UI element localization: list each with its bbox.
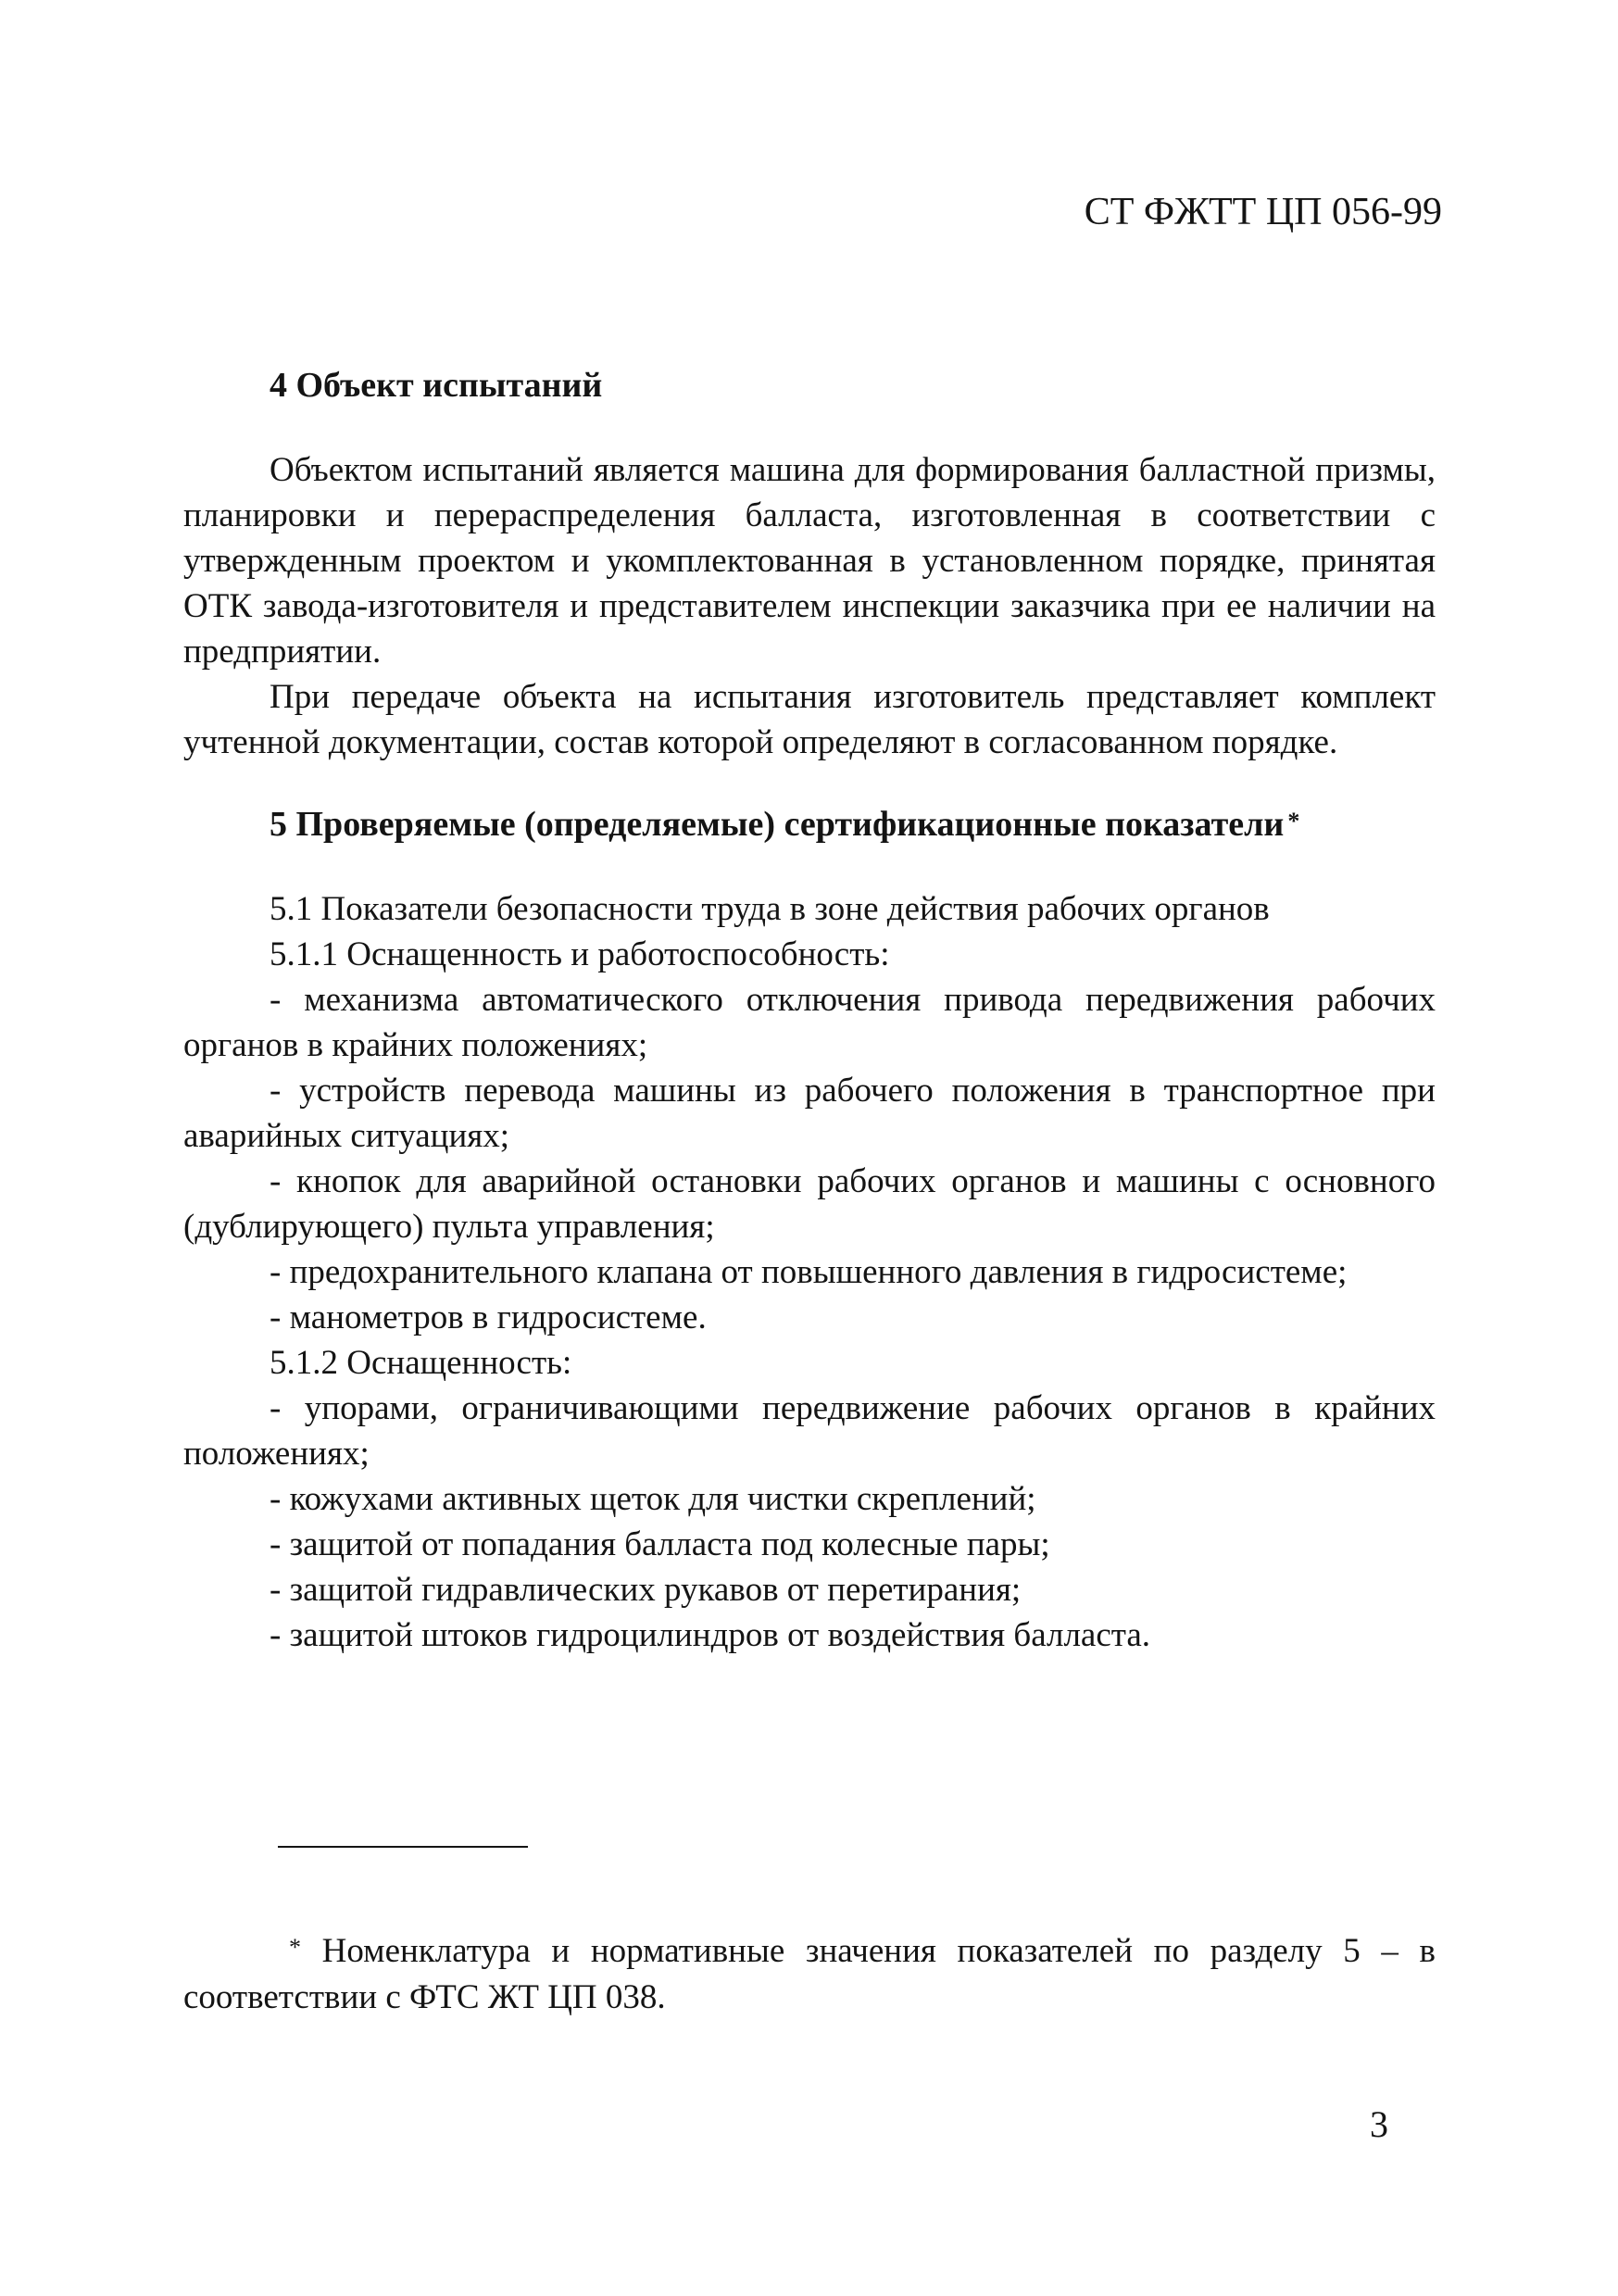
section-5-heading xyxy=(183,802,1436,847)
list-item: - устройств перевода машины из рабочего положения в транспортное при аварийных ситуациях; xyxy=(183,1072,1436,1155)
list-item: - защитой от попадания балласта под колесные пары; xyxy=(270,1525,1050,1563)
section-4-heading: 4 Объект испытаний xyxy=(270,366,603,405)
document-code: СТ ФЖТТ ЦП 056-99 xyxy=(1084,191,1442,233)
footnote-separator xyxy=(278,1846,528,1848)
subsection-5-1-1: 5.1.1 Оснащенность и работоспособность: xyxy=(270,935,890,973)
list-item: - механизма автоматического отключения привода передвижения рабочих органов в крайних положениях; xyxy=(183,981,1436,1064)
list-item: - предохранительного клапана от повышенного давления в гидросистеме; xyxy=(270,1253,1348,1291)
page-content xyxy=(183,363,1436,1658)
footnote-text: Номенклатура и нормативные значения показателей по разделу 5 – в соответствии с ФТС ЖТ ЦП 038. xyxy=(183,1932,1436,2016)
list-item: - манометров в гидросистеме. xyxy=(270,1299,707,1336)
footnote xyxy=(183,1928,1436,2021)
list-item: - защитой штоков гидроцилиндров от воздействия балласта. xyxy=(270,1616,1151,1654)
section-4-paragraph-1: Объектом испытаний является машина для формирования балластной призмы, планировки и перераспределения балласта, изготовленная в соответствии с утвержденным проектом и укомплектованная в установленном порядке, принятая ОТК завода-изготовителя и представителем инспекции заказчика при ее наличии на предприятии. xyxy=(183,451,1436,671)
page-number: 3 xyxy=(1370,2103,1388,2145)
subsection-5-1: 5.1 Показатели безопасности труда в зоне действия рабочих органов xyxy=(270,890,1270,928)
list-item: - кожухами активных щеток для чистки скреплений; xyxy=(270,1480,1036,1518)
subsection-5-1-2: 5.1.2 Оснащенность: xyxy=(270,1344,572,1382)
section-4-paragraph-2: При передаче объекта на испытания изготовитель представляет комплект учтенной документации, состав которой определяют в согласованном порядке. xyxy=(183,678,1436,761)
footnote-reference-mark: * xyxy=(1287,808,1300,834)
footnote-mark: * xyxy=(289,1934,301,1961)
list-item: - защитой гидравлических рукавов от перетирания; xyxy=(270,1571,1022,1609)
section-5-heading-text: 5 Проверяемые (определяемые) сертификационные показатели xyxy=(270,805,1285,844)
list-item: - упорами, ограничивающими передвижение рабочих органов в крайних положениях; xyxy=(183,1389,1436,1473)
list-item: - кнопок для аварийной остановки рабочих органов и машины с основного (дублирующего) пульта управления; xyxy=(183,1162,1436,1246)
